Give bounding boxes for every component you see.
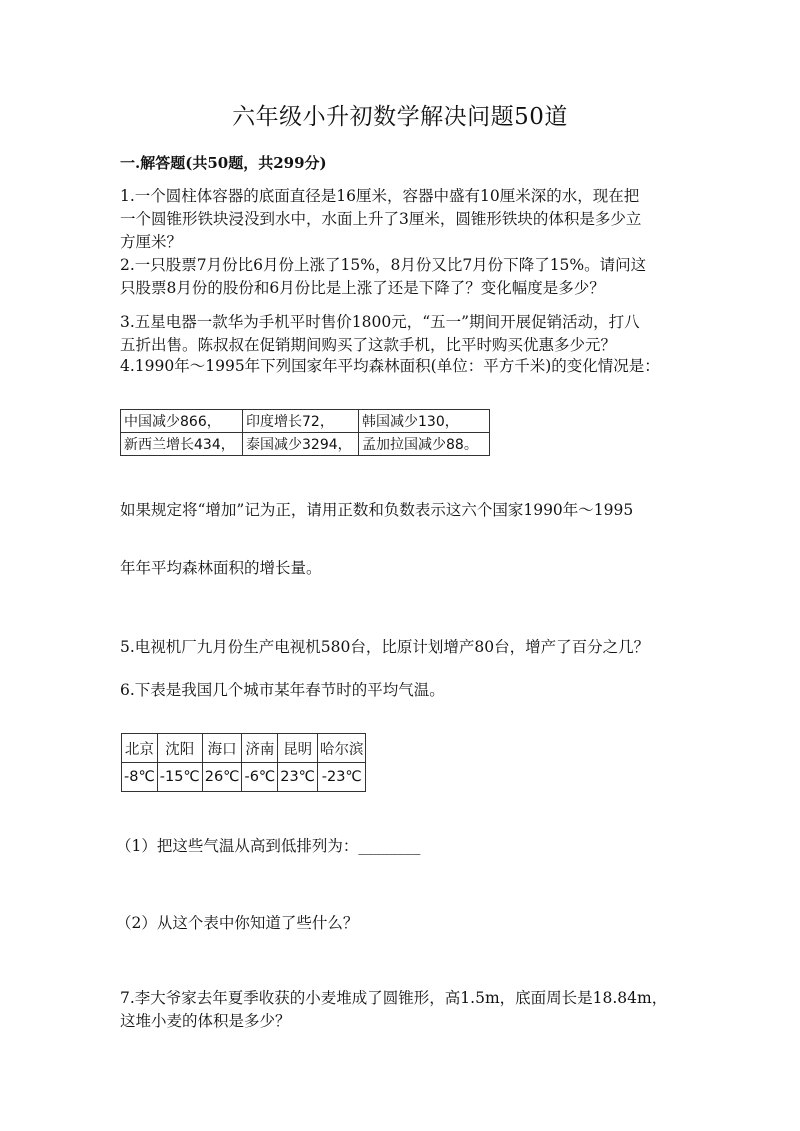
temp-cell: -15℃ [157,763,202,792]
question-2-line-2: 只股票8月份的股份和6月份比是上涨了还是下降了？变化幅度是多少？ [120,279,605,297]
question-7-line-2: 这堆小麦的体积是多少？ [120,1012,291,1030]
section-header: 一.解答题(共50题，共299分) [120,154,327,172]
temperature-table [121,733,366,792]
city-cell: 北京 [122,734,158,763]
table-cell: 中国减少866， [121,410,243,433]
table-cell: 孟加拉国减少88。 [359,433,490,456]
city-cell: 昆明 [278,734,318,763]
question-6-intro: 6.下表是我国几个城市某年春节时的平均气温。 [120,681,445,699]
table-cell: 新西兰增长434， [121,433,243,456]
page-title: 六年级小升初数学解决问题50道 [232,104,568,130]
table-cell: 韩国减少130， [359,410,490,433]
table-row-cities [122,734,366,763]
table-row [121,433,490,456]
table-row-temps [122,763,366,792]
question-2-line-1: 2.一只股票7月份比6月份上涨了15%，8月份又比7月份下降了15%。请问这 [120,256,647,274]
question-7-line-1: 7.李大爷家去年夏季收获的小麦堆成了圆锥形，高1.5m，底面周长是18.84m， [120,989,668,1007]
question-3 [120,311,680,357]
city-cell: 海口 [202,734,242,763]
question-1-line-1: 1.一个圆柱体容器的底面直径是16厘米，容器中盛有10厘米深的水，现在把 [120,187,640,205]
temp-cell: 23℃ [278,763,318,792]
temp-cell: -23℃ [317,763,366,792]
temp-cell: -8℃ [122,763,158,792]
question-6-sub-2: （2）从这个表中你知道了些什么？ [116,914,359,932]
question-4-intro: 4.1990年～1995年下列国家年平均森林面积(单位：平方千米)的变化情况是： [120,357,660,375]
question-5: 5.电视机厂九月份生产电视机580台，比原计划增产80台，增产了百分之几？ [120,638,650,656]
question-4-text-1: 如果规定将“增加”记为正，请用正数和负数表示这六个国家1990年～1995 [120,501,634,519]
table-cell: 印度增长72， [243,410,359,433]
question-6-sub-1: （1）把这些气温从高到低排列为：________ [116,837,421,855]
city-cell: 哈尔滨 [317,734,366,763]
question-1 [120,185,680,254]
forest-area-table [120,409,490,456]
question-2 [120,254,680,300]
question-3-line-1: 3.五星电器一款华为手机平时售价1800元，“五一”期间开展促销活动，打八 [120,313,640,331]
question-3-line-2: 五折出售。陈叔叔在促销期间购买了这款手机，比平时购买优惠多少元？ [120,336,617,354]
temp-cell: 26℃ [202,763,242,792]
city-cell: 济南 [242,734,278,763]
city-cell: 沈阳 [157,734,202,763]
question-7 [120,987,680,1033]
question-1-line-2: 一个圆锥形铁块浸没到水中，水面上升了3厘米，圆锥形铁块的体积是多少立 [120,210,642,228]
temp-cell: -6℃ [242,763,278,792]
question-1-line-3: 方厘米？ [120,233,183,251]
table-row [121,410,490,433]
table-cell: 泰国减少3294， [243,433,359,456]
question-4-text-2: 年年平均森林面积的增长量。 [120,559,322,577]
